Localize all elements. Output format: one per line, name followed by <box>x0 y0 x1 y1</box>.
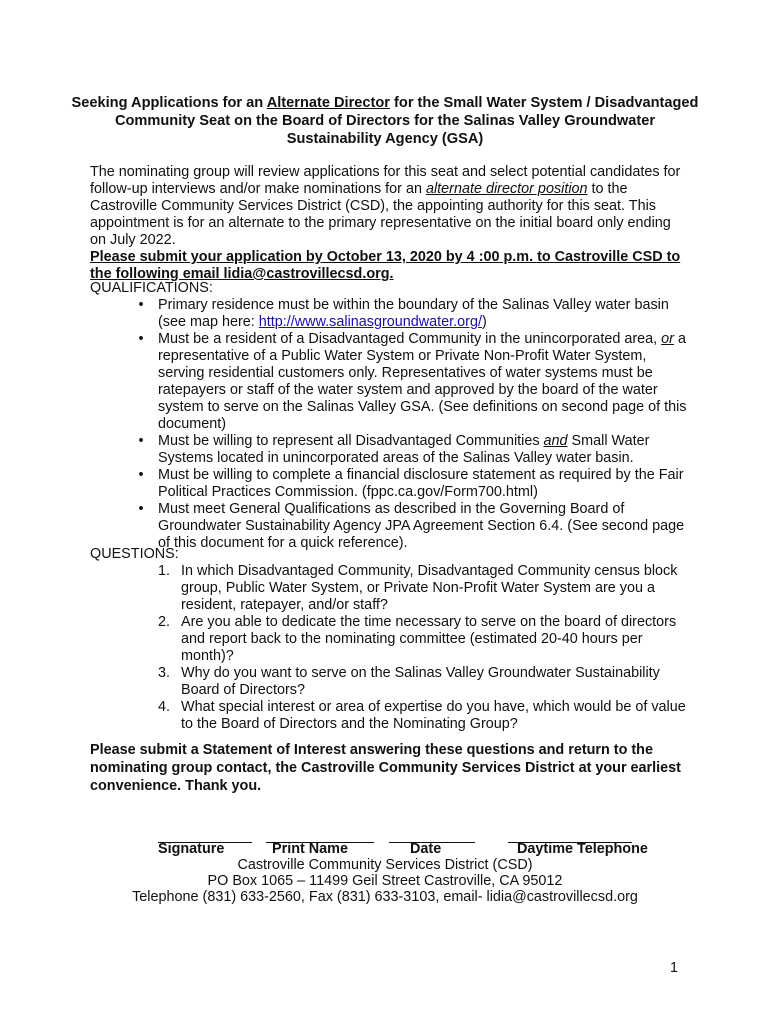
list-item <box>90 501 690 552</box>
title-suffix: for the Small Water System / Disadvantaged Community Seat on the Board of Directors for the Salinas Valley Groundwater Sustainability Agency (GSA) <box>114 95 699 147</box>
page-title <box>70 94 700 148</box>
print-name-label: Print Name <box>272 841 348 857</box>
item-text: Primary residence must be within the boundary of the Salinas Valley water basin (see map here: <box>158 297 669 330</box>
item-text-end: Small Water Systems located in unincorporated areas of the Salinas Valley water basin. <box>158 433 650 466</box>
bullet-icon: • <box>138 467 144 483</box>
intro-italic: alternate director position <box>425 181 588 197</box>
question-text: Why do you want to serve on the Salinas Valley Groundwater Sustainability Board of Directors? <box>181 665 660 698</box>
title-underlined: Alternate Director <box>266 95 390 111</box>
footer-address: PO Box 1065 – 11499 Geil Street Castroville, CA 95012 <box>207 873 563 889</box>
list-item <box>90 297 690 331</box>
qualifications-list <box>90 297 690 552</box>
intro-part2: to the Castroville Community Services District (CSD), the appointing authority for this seat. This appointment is for an alternate to the primary representative on the initial board only ending on July 2022. <box>90 181 671 248</box>
item-text: Must be willing to complete a financial disclosure statement as required by the Fair Political Practices Commission. (fppc.ca.gov/Form700.html) <box>158 467 684 500</box>
question-item <box>90 699 690 733</box>
bullet-icon: • <box>138 297 144 313</box>
list-item <box>90 331 690 433</box>
item-emphasis: or <box>661 331 674 347</box>
signature-label: Signature <box>158 841 225 857</box>
intro-part1: The nominating group will review applications for this seat and select potential candidates for follow-up interviews and/or make nominations for an <box>90 164 681 197</box>
question-number: 3. <box>158 665 171 681</box>
deadline-text: Please submit your application by October 13, 2020 by 4 :00 p.m. to Castroville CSD to the following email lidia@castrovillecsd.org. <box>90 249 681 282</box>
bullet-icon: • <box>138 433 144 449</box>
item-text: Must be a resident of a Disadvantaged Community in the unincorporated area, <box>158 331 662 347</box>
footer-contact: Telephone (831) 633-2560, Fax (831) 633-3103, email- lidia@castrovillecsd.org <box>132 889 638 905</box>
question-item <box>90 563 690 614</box>
question-text: What special interest or area of expertise do you have, which would be of value to the Board of Directors and the Nominating Group? <box>181 699 686 732</box>
bullet-icon: • <box>138 331 144 347</box>
question-item <box>90 614 690 665</box>
bullet-icon: • <box>138 501 144 517</box>
question-text: Are you able to dedicate the time necessary to serve on the board of directors and report back to the nominating committee (estimated 20-40 hours per month)? <box>181 614 677 664</box>
list-item <box>90 467 690 501</box>
questions-heading: QUESTIONS: <box>90 546 179 562</box>
item-emphasis: and <box>543 433 568 449</box>
question-number: 4. <box>158 699 171 715</box>
question-number: 2. <box>158 614 171 630</box>
question-text: In which Disadvantaged Community, Disadvantaged Community census block group, Public Water System, or Private Non-Profit Water System are you a resident, ratepayer, and/or staff? <box>181 563 678 613</box>
question-item <box>90 665 690 699</box>
closing-statement: Please submit a Statement of Interest answering these questions and return to the nominating group contact, the Castroville Community Services District at your earliest convenience. Thank you. <box>90 742 681 794</box>
item-text: Must meet General Qualifications as described in the Governing Board of Groundwater Sustainability Agency JPA Agreement Section 6.4. (See second page of this document for a quick reference). <box>158 501 685 551</box>
telephone-label: Daytime Telephone <box>517 841 648 857</box>
list-item <box>90 433 690 467</box>
item-text-end: ) <box>481 314 487 330</box>
qualifications-heading: QUALIFICATIONS: <box>90 280 213 296</box>
question-number: 1. <box>158 563 171 579</box>
salinas-groundwater-link[interactable]: http://www.salinasgroundwater.org/ <box>258 314 482 330</box>
footer-org: Castroville Community Services District (CSD) <box>237 857 533 873</box>
intro-paragraph <box>90 164 690 283</box>
title-prefix: Seeking Applications for an <box>71 95 267 111</box>
date-label: Date <box>410 841 442 857</box>
item-text-end: a representative of a Public Water System or Private Non-Profit Water System, serving residential customers only. Representatives of water systems must be ratepayers or staff of the water system and approved by the board of the water system to serve on the Salinas Valley GSA. (See definitions on second page of this document) <box>158 331 687 432</box>
page-number: 1 <box>670 960 679 976</box>
item-text: Must be willing to represent all Disadvantaged Communities <box>158 433 544 449</box>
questions-list <box>90 563 690 733</box>
